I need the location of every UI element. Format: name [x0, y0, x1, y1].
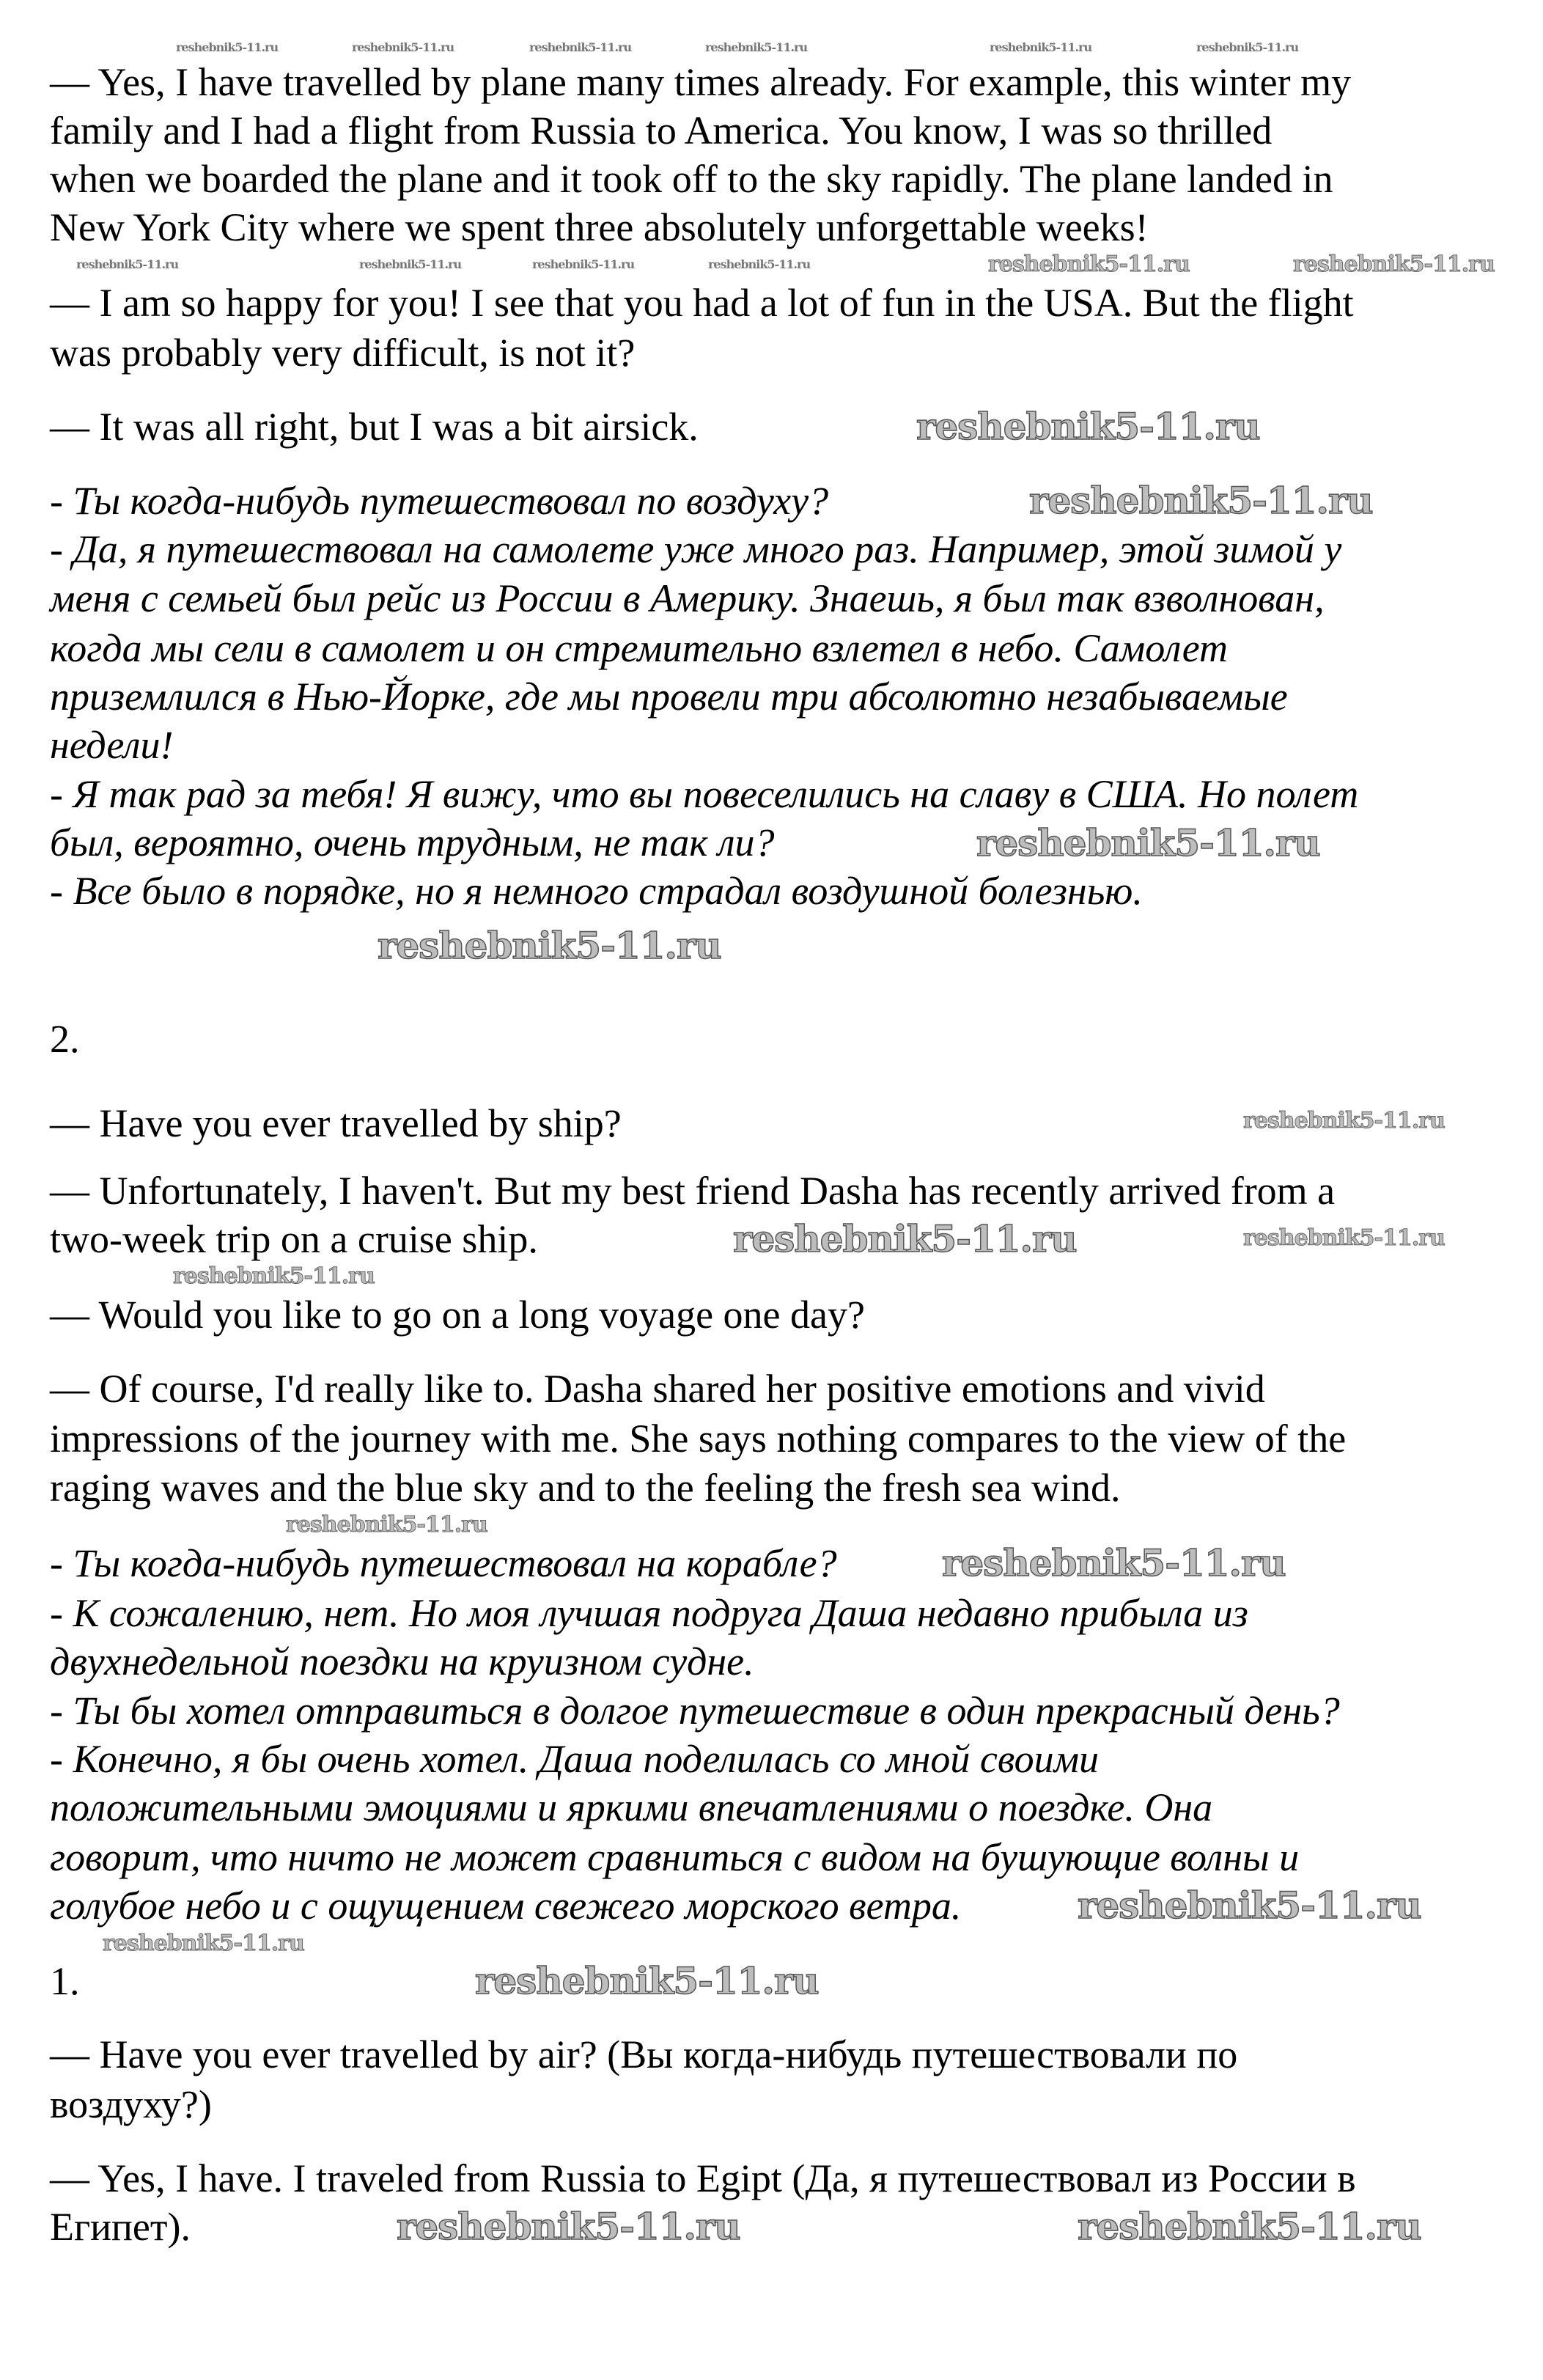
- text-line: двухнедельной поездки на круизном судне.: [50, 1639, 754, 1683]
- watermark: reshebnik5-11.ru: [1243, 1108, 1445, 1134]
- text-line: — Have you ever travelled by air? (Вы когда-нибудь путешествовали по: [50, 2032, 1238, 2076]
- text-line: воздуху?): [50, 2082, 212, 2126]
- text-line: New York City where we spent three absolutely unforgettable weeks!: [50, 205, 1149, 249]
- watermark: reshebnik5-11.ru: [1078, 1884, 1421, 1927]
- text-line: - Все было в порядке, но я немного страдал воздушной болезнью.: [50, 869, 1143, 913]
- text-line: Египет).: [50, 2205, 191, 2249]
- text-line: — It was all right, but I was a bit airsick.: [50, 405, 699, 449]
- watermark: reshebnik5-11.ru: [532, 257, 635, 271]
- watermark: reshebnik5-11.ru: [1243, 1225, 1445, 1251]
- text-line: was probably very difficult, is not it?: [50, 331, 636, 375]
- section-number-1: 1.: [50, 1959, 80, 2003]
- watermark: reshebnik5-11.ru: [286, 1512, 487, 1538]
- text-line: - Да, я путешествовал на самолете уже много раз. Например, этой зимой у: [50, 527, 1342, 571]
- watermark: reshebnik5-11.ru: [976, 821, 1320, 864]
- watermark: reshebnik5-11.ru: [942, 1541, 1286, 1584]
- watermark: reshebnik5-11.ru: [1293, 251, 1495, 277]
- text-line: голубое небо и с ощущением свежего морского ветра.: [50, 1884, 962, 1928]
- text-line: — Would you like to go on a long voyage one day?: [50, 1293, 865, 1337]
- watermark: reshebnik5-11.ru: [708, 257, 811, 271]
- watermark: reshebnik5-11.ru: [397, 2205, 740, 2248]
- watermark: reshebnik5-11.ru: [1196, 40, 1299, 54]
- watermark: reshebnik5-11.ru: [176, 40, 279, 54]
- text-line: - Ты когда-нибудь путешествовал на корабле?: [50, 1541, 837, 1585]
- watermark: reshebnik5-11.ru: [378, 924, 721, 967]
- watermark: reshebnik5-11.ru: [529, 40, 632, 54]
- text-line: когда мы сели в самолет и он стремительно взлетел в небо. Самолет: [50, 626, 1229, 670]
- watermark: reshebnik5-11.ru: [475, 1959, 819, 2002]
- text-line: — Yes, I have travelled by plane many times already. For example, this winter my: [50, 60, 1352, 104]
- watermark: reshebnik5-11.ru: [103, 1931, 304, 1956]
- watermark: reshebnik5-11.ru: [733, 1217, 1077, 1260]
- text-line: - Ты когда-нибудь путешествовал по воздуху?: [50, 479, 829, 523]
- watermark: reshebnik5-11.ru: [1029, 479, 1373, 522]
- text-line: недели!: [50, 723, 174, 767]
- text-line: — Of course, I'd really like to. Dasha shared her positive emotions and vivid: [50, 1367, 1265, 1411]
- text-line: говорит, что ничто не может сравниться с видом на бушующие волны и: [50, 1835, 1300, 1879]
- watermark: reshebnik5-11.ru: [173, 1263, 375, 1289]
- text-line: impressions of the journey with me. She says nothing compares to the view of the: [50, 1417, 1347, 1461]
- section-number-2: 2.: [50, 1017, 80, 1061]
- text-line: — Unfortunately, I haven't. But my best friend Dasha has recently arrived from a: [50, 1169, 1336, 1213]
- text-line: приземлился в Нью-Йорке, где мы провели три абсолютно незабываемые: [50, 675, 1288, 719]
- text-line: when we boarded the plane and it took off to the sky rapidly. The plane landed in: [50, 157, 1333, 201]
- text-line: - Я так рад за тебя! Я вижу, что вы повеселились на славу в США. Но полет: [50, 772, 1359, 816]
- text-line: - Конечно, я бы очень хотел. Даша поделилась со мной своими: [50, 1737, 1100, 1781]
- text-line: — Have you ever travelled by ship?: [50, 1101, 622, 1145]
- watermark: reshebnik5-11.ru: [988, 251, 1190, 277]
- watermark: reshebnik5-11.ru: [916, 405, 1260, 448]
- text-line: — Yes, I have. I traveled from Russia to Egipt (Да, я путешествовал из России в: [50, 2156, 1356, 2200]
- watermark: reshebnik5-11.ru: [1078, 2205, 1421, 2248]
- watermark: reshebnik5-11.ru: [990, 40, 1092, 54]
- text-line: положительными эмоциями и яркими впечатлениями о поездке. Она: [50, 1785, 1213, 1829]
- text-line: меня с семьей был рейс из России в Америку. Знаешь, я был так взволнован,: [50, 576, 1325, 620]
- text-line: two-week trip on a cruise ship.: [50, 1217, 538, 1261]
- text-line: - Ты бы хотел отправиться в долгое путешествие в один прекрасный день?: [50, 1689, 1340, 1733]
- text-line: — I am so happy for you! I see that you had a lot of fun in the USA. But the flight: [50, 281, 1354, 325]
- watermark: reshebnik5-11.ru: [352, 40, 454, 54]
- text-line: - К сожалению, нет. Но моя лучшая подруга Даша недавно прибыла из: [50, 1591, 1248, 1635]
- text-line: raging waves and the blue sky and to the feeling the fresh sea wind.: [50, 1466, 1121, 1510]
- watermark: reshebnik5-11.ru: [76, 257, 179, 271]
- watermark: reshebnik5-11.ru: [705, 40, 808, 54]
- text-line: family and I had a flight from Russia to America. You know, I was so thrilled: [50, 109, 1273, 153]
- text-line: был, вероятно, очень трудным, не так ли?: [50, 820, 775, 864]
- watermark: reshebnik5-11.ru: [359, 257, 462, 271]
